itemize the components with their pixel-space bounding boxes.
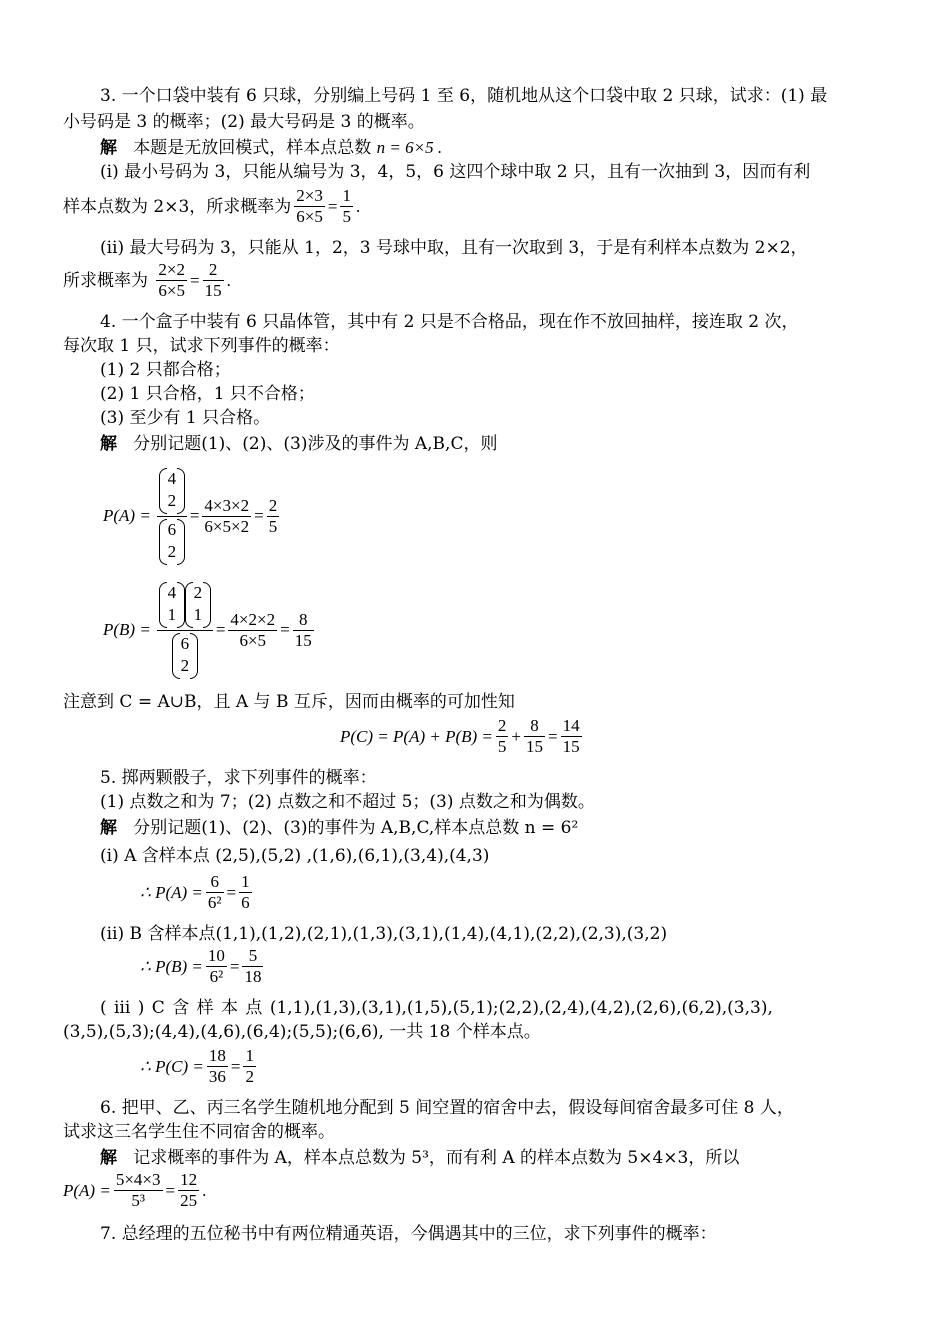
denominator: 5³ — [131, 1191, 145, 1210]
solution-eq: n = 6×5 . — [376, 138, 443, 157]
numerator: 1 — [342, 186, 351, 205]
fraction — [239, 872, 252, 913]
q5-line2: (1) 点数之和为 7；(2) 点数之和不超过 5；(3) 点数之和为偶数。 — [100, 792, 595, 812]
binomial-fraction — [157, 582, 213, 679]
q5-part-a: (ⅰ) A 含样本点 (2,5),(5,2) ,(1,6),(6,1),(3,4),(4,3) — [100, 846, 490, 866]
solution-text: 本题是无放回模式，样本点总数 — [133, 138, 372, 158]
numerator — [157, 582, 213, 631]
denominator: 6² — [209, 967, 224, 986]
numerator: 8 — [524, 716, 545, 737]
numerator: 2×2 — [158, 260, 185, 279]
fraction — [206, 872, 224, 913]
denominator: 6×5×2 — [204, 516, 250, 536]
denominator: 15 — [526, 737, 543, 756]
q3-part1-line1: (ⅰ) 最小号码为 3，只能从编号为 3，4，5，6 这四个球中取 2 只，且有一次抽到 3，因而有利 — [100, 162, 811, 182]
q4-solution — [100, 432, 497, 456]
denominator: 2 — [245, 1067, 254, 1086]
fraction — [561, 716, 582, 757]
numerator: 10 — [207, 946, 225, 965]
numerator: 2 — [203, 260, 224, 281]
q3-part1-line2 — [63, 186, 360, 227]
binom-top: 6 — [167, 519, 177, 539]
solution-text: 分别记题(1)、(2)、(3)涉及的事件为 A,B,C，则 — [133, 434, 498, 454]
fraction — [267, 496, 280, 537]
numerator: 14 — [562, 716, 580, 735]
solution-text: 记求概率的事件为 A，样本点总数为 5³，而有利 A 的样本点数为 5×4×3，所以 — [133, 1148, 740, 1168]
q6-line2: 试求这三名学生住不同宿舍的概率。 — [63, 1122, 335, 1142]
fraction — [496, 716, 509, 757]
fraction — [114, 1170, 163, 1211]
equals-sign: = — [226, 882, 237, 902]
equals-sign: = — [254, 506, 264, 525]
q5-part-b: (ⅱ) B 含样本点(1,1),(1,2),(2,1),(1,3),(3,1),(1,4),(4,1),(2,2),(2,3),(3,2) — [100, 924, 668, 944]
numerator: 2×3 — [296, 186, 323, 205]
pc-equation — [340, 716, 585, 757]
numerator: 2 — [268, 495, 278, 515]
q7-line1: 7. 总经理的五位秘书中有两位精通英语，今偶遇其中的三位，求下列事件的概率： — [100, 1224, 717, 1244]
numerator: 12 — [180, 1170, 198, 1189]
fraction — [294, 186, 325, 227]
equals-sign: = — [548, 726, 558, 746]
q3-part2-text: 所求概率为 — [63, 270, 148, 291]
equals-sign: = — [230, 1056, 241, 1076]
solution-label: 解 — [100, 434, 117, 454]
pc-lhs: ∴ P(C) = — [140, 1056, 204, 1076]
q4-line2: 每次取 1 只，试求下列事件的概率： — [63, 336, 340, 356]
numerator: 4×3×2 — [204, 495, 250, 515]
pa-equation — [103, 462, 282, 570]
plus-sign: + — [511, 726, 521, 746]
q4-line1: 4. 一个盒子中装有 6 只晶体管，其中有 2 只是不合格品，现在作不放回抽样，接连取 2 次， — [100, 312, 799, 332]
denominator: 6×5 — [158, 281, 185, 300]
period: . — [355, 196, 361, 216]
period: . — [202, 1180, 207, 1200]
binomial-fraction — [157, 468, 187, 565]
numerator: 1 — [241, 872, 250, 891]
q5-pa-equation — [140, 872, 255, 913]
equals-sign: = — [229, 956, 240, 976]
denominator — [157, 631, 213, 679]
denominator: 5 — [342, 207, 351, 226]
numerator: 5 — [242, 946, 263, 967]
numerator: 6 — [206, 872, 224, 893]
denominator: 18 — [244, 967, 262, 986]
binom-top: 2 — [193, 582, 203, 602]
solution-text: 分别记题(1)、(2)、(3)的事件为 A,B,C,样本点总数 n = 6² — [133, 818, 579, 838]
numerator — [157, 468, 187, 517]
q5-part-c-line1: ( ⅲ ) C 含 样 本 点 (1,1),(1,3),(3,1),(1,5),(5,1);(2,2),(2,4),(4,2),(2,6),(6,2),(3,3), — [100, 998, 773, 1018]
binomial — [172, 633, 198, 679]
denominator: 5 — [497, 737, 507, 756]
pa-lhs: P(A) = — [63, 1180, 111, 1200]
fraction — [524, 716, 545, 757]
solution-label: 解 — [100, 1148, 117, 1168]
denominator — [157, 517, 187, 565]
fraction — [202, 496, 251, 537]
fraction — [207, 1046, 228, 1087]
binomial — [159, 519, 185, 565]
pa-lhs: P(A) = — [103, 506, 151, 525]
binomial — [185, 582, 211, 628]
period: . — [226, 270, 231, 290]
q6-solution — [100, 1146, 739, 1170]
numerator: 8 — [293, 610, 314, 631]
q5-solution — [100, 816, 578, 840]
denominator: 6 — [241, 893, 250, 912]
q4-item1: (1) 2 只都合格； — [100, 360, 231, 380]
q3-solution — [100, 136, 442, 160]
binom-top: 6 — [180, 633, 190, 653]
binom-bottom: 1 — [167, 604, 177, 624]
fraction — [243, 1046, 256, 1087]
q3-line1: 3. 一个口袋中装有 6 只球，分别编上号码 1 至 6，随机地从这个口袋中取 2 只球，试求：(1) 最 — [100, 86, 828, 106]
pa-lhs: ∴ P(A) = — [140, 882, 203, 902]
denominator: 36 — [208, 1067, 226, 1086]
q3-part2-line2 — [63, 260, 231, 301]
solution-label: 解 — [100, 818, 117, 838]
numerator: 1 — [245, 1046, 254, 1065]
q4-item3: (3) 至少有 1 只合格。 — [100, 408, 271, 428]
fraction — [178, 1170, 199, 1211]
q4-item2: (2) 1 只合格，1 只不合格； — [100, 384, 315, 404]
equals-sign: = — [215, 620, 226, 639]
q3-part2-line1: (ⅱ) 最大号码为 3，只能从 1，2，3 号球中取，且有一次取到 3，于是有利样本点数为 2×2， — [100, 238, 808, 258]
fraction — [242, 946, 263, 987]
fraction — [340, 186, 353, 227]
numerator: 18 — [208, 1046, 226, 1065]
equals-sign: = — [280, 620, 290, 639]
q5-line1: 5. 掷两颗骰子，求下列事件的概率： — [100, 768, 377, 788]
denominator: 25 — [180, 1191, 198, 1210]
denominator: 15 — [204, 281, 222, 300]
denominator: 15 — [562, 737, 580, 756]
denominator: 5 — [268, 516, 278, 536]
fraction — [206, 946, 227, 987]
binom-bottom: 2 — [167, 490, 177, 510]
denominator: 6×5 — [296, 207, 323, 226]
q5-part-c-line2: (3,5),(5,3);(4,4),(4,6),(6,4);(5,5);(6,6), 一共 18 个样本点。 — [63, 1022, 541, 1042]
fraction — [293, 610, 314, 651]
pb-lhs: P(B) = — [103, 620, 151, 639]
q4-note: 注意到 C = A∪B，且 A 与 B 互斥，因而由概率的可加性知 — [63, 692, 515, 712]
binom-bottom: 1 — [193, 604, 203, 624]
binom-top: 4 — [167, 468, 177, 488]
binom-bottom: 2 — [167, 541, 177, 561]
numerator: 5×4×3 — [115, 1170, 161, 1189]
q3-part1-text: 样本点数为 2×3，所求概率为 — [63, 196, 292, 217]
q5-pc-equation — [140, 1046, 259, 1087]
binom-bottom: 2 — [180, 655, 190, 675]
denominator: 15 — [294, 630, 312, 650]
solution-label: 解 — [100, 138, 117, 158]
equals-sign: = — [190, 270, 200, 290]
binomial — [159, 582, 185, 628]
numerator: 2 — [497, 716, 507, 735]
q6-line1: 6. 把甲、乙、丙三名学生随机地分配到 5 间空置的宿舍中去，假设每间宿舍最多可住 8 人， — [100, 1098, 794, 1118]
fraction — [228, 610, 277, 651]
numerator: 4×2×2 — [230, 609, 276, 629]
denominator: 6² — [207, 893, 222, 912]
q3-line2: 小号码是 3 的概率；(2) 最大号码是 3 的概率。 — [63, 112, 425, 132]
pc-lhs: P(C) = P(A) + P(B) = — [340, 726, 493, 746]
fraction — [203, 260, 224, 301]
pb-lhs: ∴ P(B) = — [140, 956, 203, 976]
binomial — [159, 468, 185, 514]
equals-sign: = — [327, 196, 338, 216]
denominator: 6×5 — [239, 630, 267, 650]
equals-sign: = — [165, 1180, 176, 1200]
equals-sign: = — [189, 506, 200, 525]
fraction — [156, 260, 187, 301]
q6-pa-equation — [63, 1170, 206, 1211]
binom-top: 4 — [167, 582, 177, 602]
q5-pb-equation — [140, 946, 266, 987]
pb-equation — [103, 576, 317, 684]
